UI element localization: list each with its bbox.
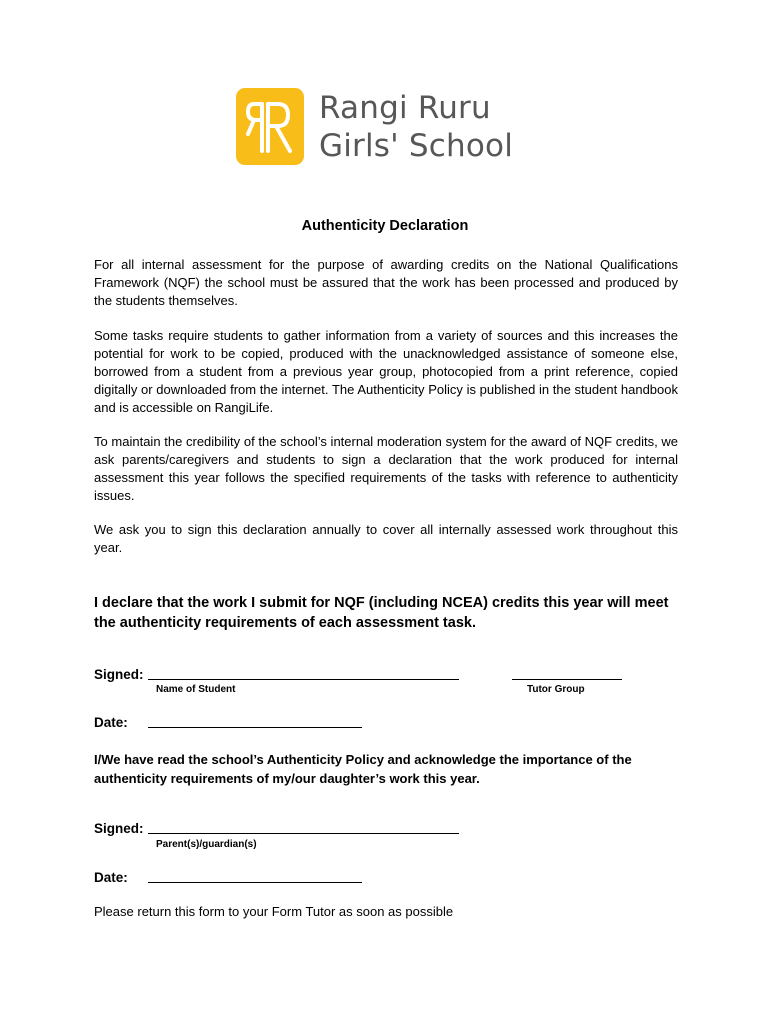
credibility-paragraph: To maintain the credibility of the school’s internal moderation system for the award of NQF credits, we ask parents/caregivers and students to sign a declaration that the work produced for internal assessment this year follows the specified requirements of the tasks with reference to authenticity issues. xyxy=(94,434,678,503)
student-date-label: Date: xyxy=(94,715,128,730)
page-title: Authenticity Declaration xyxy=(301,218,469,234)
rr-monogram-icon xyxy=(236,88,304,165)
school-logo xyxy=(236,88,514,168)
intro-paragraph: For all internal assessment for the purpose of awarding credits on the National Qualifications Framework (NQF) the school must be assured that the work has been processed and produced by the students themselves. xyxy=(94,257,678,308)
return-instruction: Please return this form to your Form Tutor as soon as possible xyxy=(94,904,454,919)
student-declaration: I declare that the work I submit for NQF (including NCEA) credits this year will meet the authenticity requirements of each assessment task. xyxy=(94,595,669,631)
parent-acknowledgement: I/We have read the school’s Authenticity Policy and acknowledge the importance of the authenticity requirements of my/our daughter’s work this year. xyxy=(94,752,632,786)
parent-caption: Parent(s)/guardian(s) xyxy=(156,839,257,850)
student-name-caption: Name of Student xyxy=(156,684,236,695)
student-signature-line[interactable] xyxy=(148,679,459,680)
logo-school-name-line2: Girls' School xyxy=(319,128,514,164)
sources-paragraph: Some tasks require students to gather information from a variety of sources and this increases the potential for work to be copied, produced with the unacknowledged assistance of someone else, borrowed from a student from a previous year group, photocopied from a print reference, copied digitally or downloaded from the internet. The Authenticity Policy is published in the student handbook and is accessible on RangiLife. xyxy=(94,328,678,415)
parent-signed-label: Signed: xyxy=(94,821,144,836)
logo-school-name-line1: Rangi Ruru xyxy=(319,90,491,126)
student-signed-label: Signed: xyxy=(94,667,144,682)
parent-date-label: Date: xyxy=(94,870,128,885)
parent-date-line[interactable] xyxy=(148,882,362,883)
tutor-group-caption: Tutor Group xyxy=(527,684,585,695)
student-date-line[interactable] xyxy=(148,727,362,728)
parent-signature-line[interactable] xyxy=(148,833,459,834)
tutor-group-line[interactable] xyxy=(512,679,622,680)
annual-paragraph: We ask you to sign this declaration annually to cover all internally assessed work throughout this year. xyxy=(94,522,678,555)
